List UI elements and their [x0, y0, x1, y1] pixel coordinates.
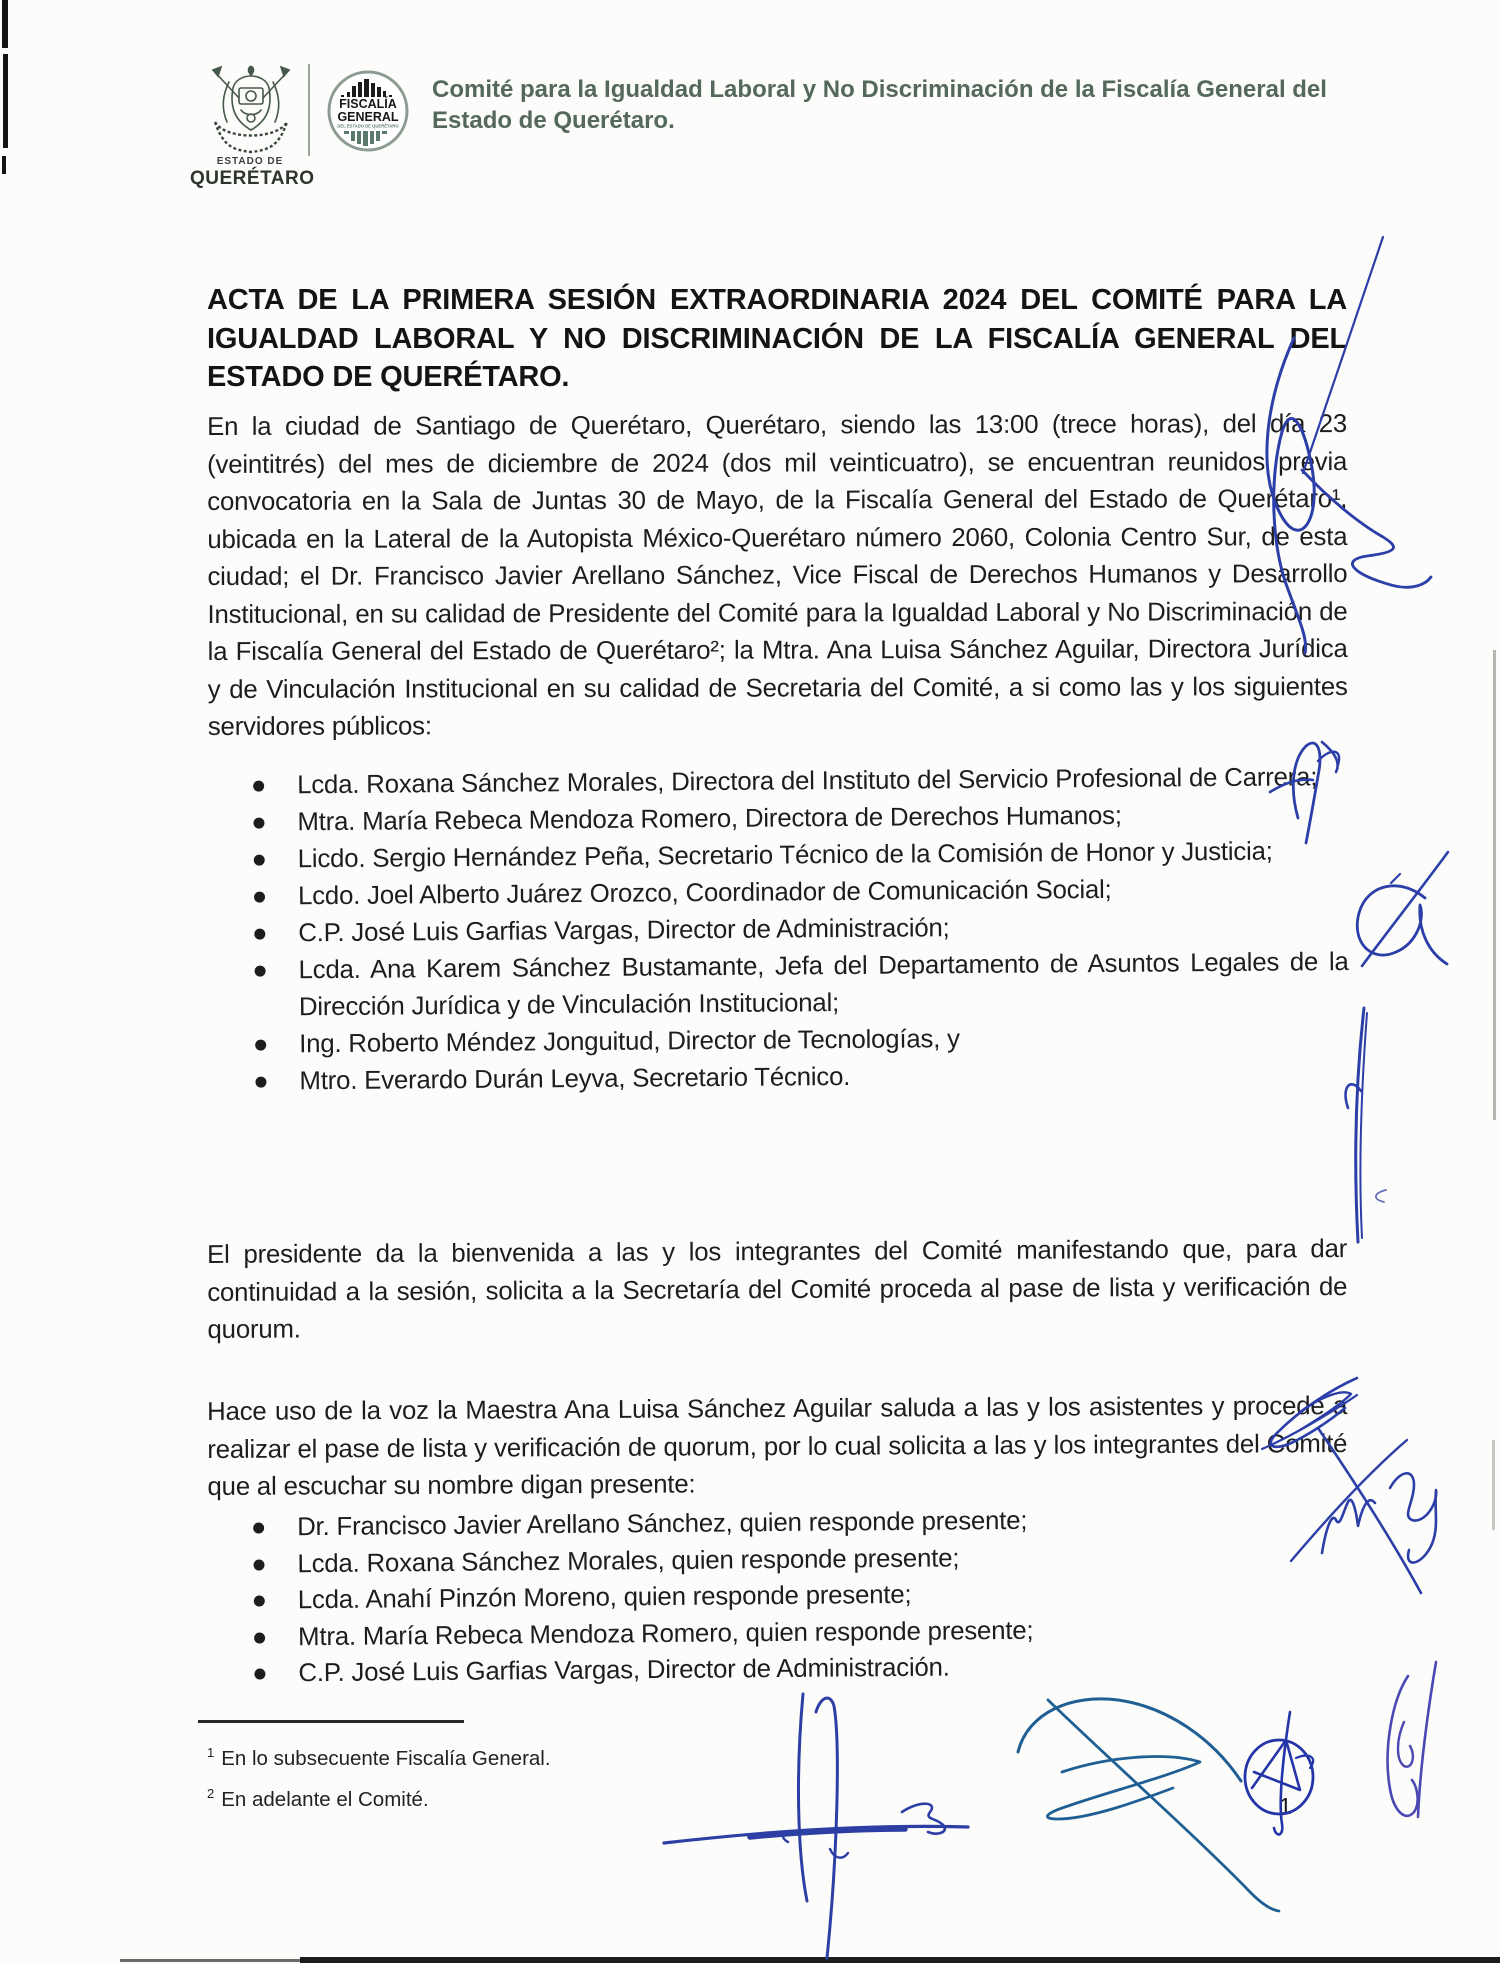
roll-call-item: Lcda. Anahí Pinzón Moreno, quien responde presente;	[298, 1573, 1348, 1619]
attendee-item: Lcda. Ana Karem Sánchez Bustamante, Jefa del Departamento de Asuntos Legales de la Dirección Jurídica y de Vinculación Institucional;	[298, 944, 1349, 1026]
scan-artifact	[300, 1957, 1500, 1963]
fiscalia-logo-text3: DEL ESTADO DE QUERÉTARO	[337, 123, 399, 129]
scan-artifact	[1493, 650, 1496, 1120]
attendee-item: Lcdo. Joel Alberto Juárez Orozco, Coordinador de Comunicación Social;	[298, 870, 1348, 915]
seal-caption	[190, 156, 315, 190]
paragraph-welcome: El presidente da la bienvenida a las y los integrantes del Comité manifestando que, para dar continuidad a la sesión, solicita a la Secretaría del Comité proceda al pase de lista y verificación de quorum.	[207, 1235, 1348, 1344]
attendee-item: Mtro. Everardo Durán Leyva, Secretario Técnico.	[299, 1055, 1349, 1100]
roll-call-item: Mtra. María Rebeca Mendoza Romero, quien responde presente;	[298, 1610, 1348, 1656]
footnotes	[207, 1735, 807, 1817]
footnote-divider	[198, 1720, 464, 1723]
signature-alpha	[1357, 852, 1448, 966]
fiscalia-general-logo	[327, 70, 409, 152]
paragraph-rollcall: Hace uso de la voz la Maestra Ana Luisa Sánchez Aguilar saluda a las y los asistentes y procede a realizar el pase de lista y verificación de quorum, por lo cual solicita a las y los integrantes del Comité que al escuchar su nombre digan presente:	[207, 1392, 1348, 1501]
fiscalia-logo-text1: FISCALÍA	[339, 97, 397, 111]
roll-call-list	[207, 1500, 1349, 1692]
signature-s-shape	[1018, 1699, 1279, 1911]
roll-call-item: Lcda. Roxana Sánchez Morales, quien responde presente;	[297, 1537, 1347, 1583]
scan-artifact	[3, 54, 8, 148]
footnote	[207, 1735, 807, 1776]
attendee-item: Ing. Roberto Méndez Jonguitud, Director de Tecnologías, y	[299, 1018, 1349, 1063]
roll-call-item: Dr. Francisco Javier Arellano Sánchez, quien responde presente;	[297, 1500, 1347, 1546]
footnote-text: En lo subsecuente Fiscalía General.	[221, 1746, 551, 1770]
footnote-marker: 2	[207, 1785, 215, 1801]
footnote	[207, 1776, 807, 1817]
footnote-text: En adelante el Comité.	[221, 1787, 429, 1811]
signature-bottom-cross	[664, 1694, 968, 1958]
page-number: 1	[1279, 1793, 1292, 1819]
seal-caption-top: ESTADO DE	[216, 156, 284, 167]
queretaro-state-seal	[205, 64, 297, 159]
fiscalia-logo-text2: GENERAL	[337, 110, 399, 124]
document-title: ACTA DE LA PRIMERA SESIÓN EXTRAORDINARIA 2024 DEL COMITÉ PARA LA IGUALDAD LABORAL Y NO DISCRIMINACIÓN DE LA FISCALÍA GENERAL DEL ESTADO DE QUERÉTARO.	[207, 284, 1347, 393]
scan-artifact	[1492, 1440, 1495, 1530]
signature-vertical-stroke	[1346, 1008, 1386, 1242]
scan-artifact	[2, 0, 8, 48]
seal-caption-main: QUERÉTARO	[190, 168, 315, 189]
footnote-marker: 1	[207, 1745, 215, 1760]
attendee-item: Mtra. María Rebeca Mendoza Romero, Directora de Derechos Humanos;	[297, 796, 1347, 841]
attendees-list	[207, 759, 1350, 1101]
paragraph-intro: En la ciudad de Santiago de Querétaro, Querétaro, siendo las 13:00 (trece horas), del día 23 (veintitrés) del mes de diciembre de 2024 (dos mil veinticuatro), se encuentran reunidos previa convocatoria en la Sala de Juntas 30 de Mayo, de la Fiscalía General del Estado de Querétaro¹, ubicada en la Lateral de la Autopista México-Querétaro número 2060, Colonia Centro Sur, de esta ciudad; el Dr. Francisco Javier Arellano Sánchez, Vice Fiscal de Derechos Humanos y Desarrollo Institucional, en su calidad de Presidente del Comité para la Igualdad Laboral y No Discriminación de la Fiscalía General del Estado de Querétaro²; la Mtra. Ana Luisa Sánchez Aguilar, Directora Jurídica y de Vinculación Institucional en su calidad de Secretaria del Comité, a si como las y los siguientes servidores públicos:	[207, 410, 1348, 741]
scan-artifact	[2, 156, 6, 174]
signature-cj-loop	[1388, 1662, 1436, 1817]
roll-call-item: C.P. José Luis Garfias Vargas, Director de Administración.	[298, 1646, 1348, 1692]
attendee-item: Licdo. Sergio Hernández Peña, Secretario Técnico de la Comisión de Honor y Justicia;	[298, 833, 1348, 878]
attendee-item: Lcda. Roxana Sánchez Morales, Directora del Instituto del Servicio Profesional de Carrera;	[297, 759, 1347, 804]
committee-name-header: Comité para la Igualdad Laboral y No Discriminación de la Fiscalía General del Estado de Querétaro.	[432, 76, 1327, 134]
header-divider	[308, 64, 310, 156]
attendee-item: C.P. José Luis Garfias Vargas, Director de Administración;	[298, 907, 1348, 952]
